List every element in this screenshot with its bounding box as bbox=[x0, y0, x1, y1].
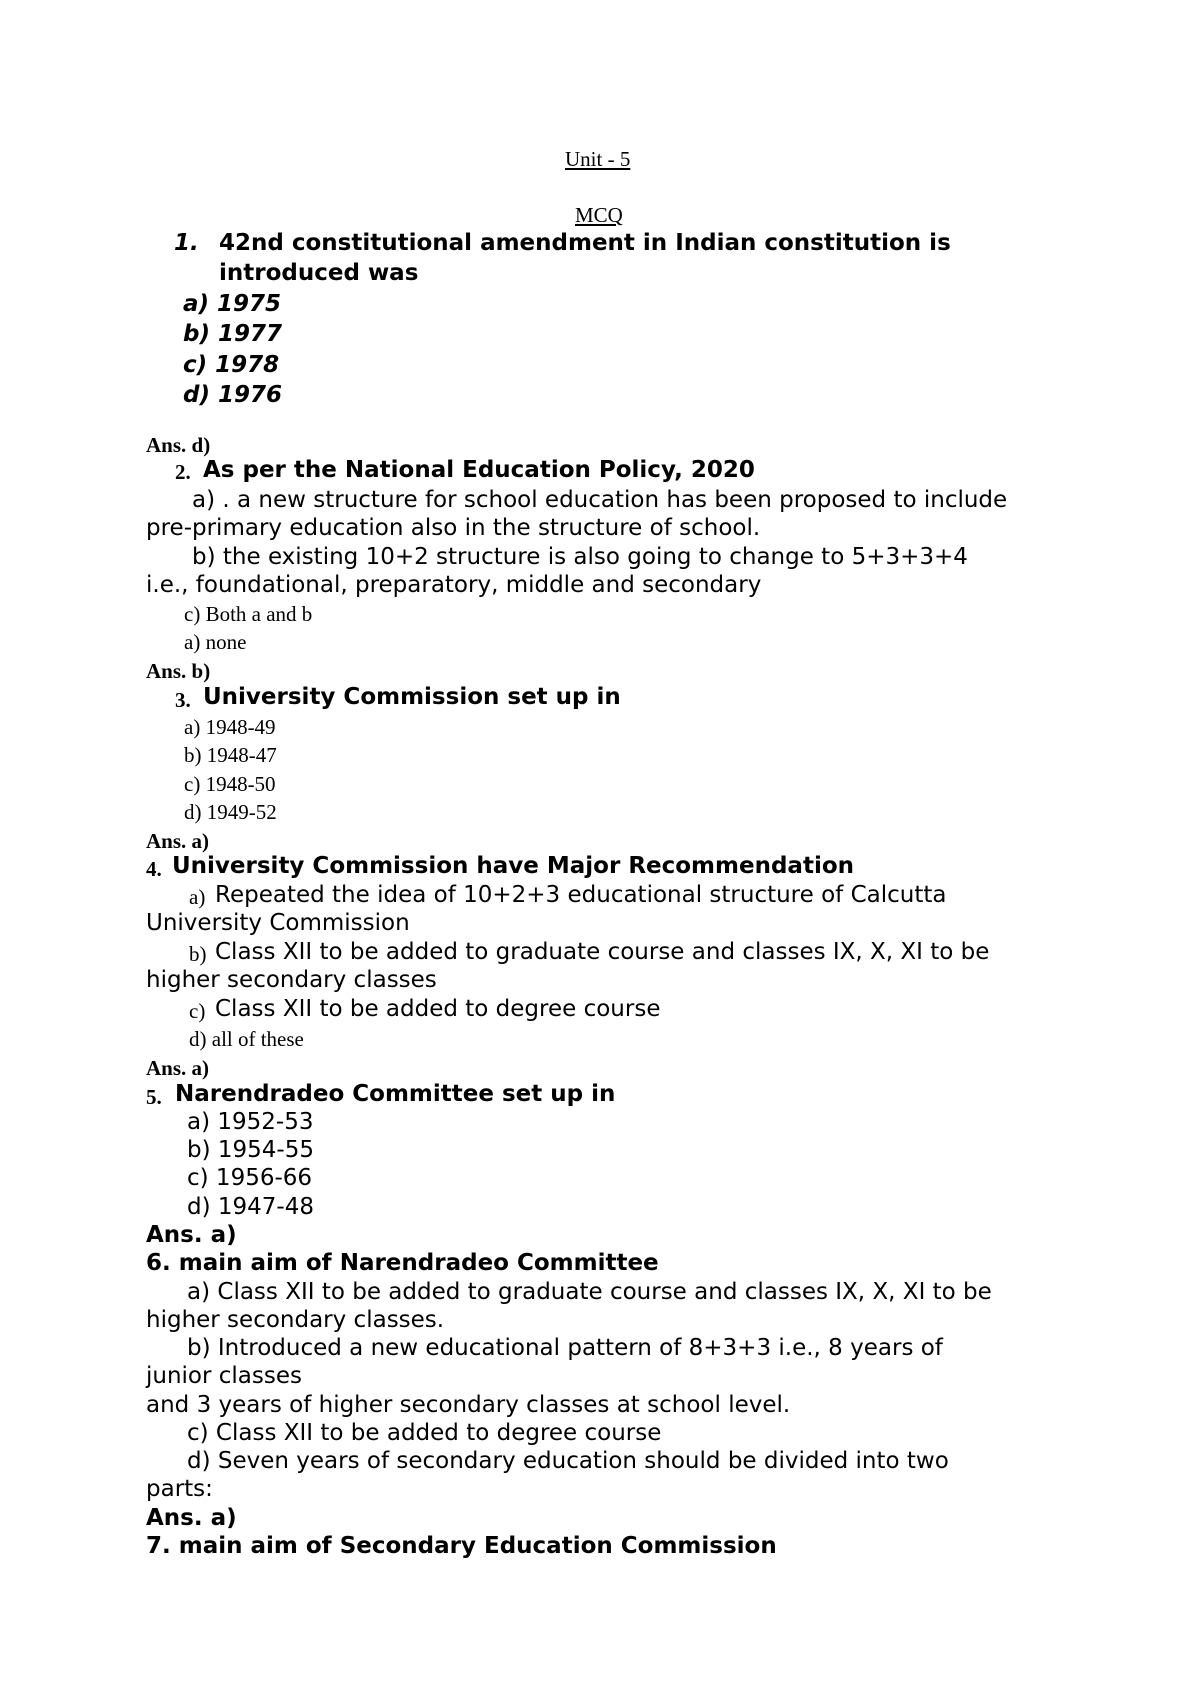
question-4-option-c: Class XII to be added to degree course bbox=[215, 996, 661, 1022]
question-4-option-a-prefix: a) bbox=[189, 885, 206, 909]
question-2-option-a: a) . a new structure for school education has been proposed to include bbox=[192, 487, 1008, 513]
question-4-text: University Commission have Major Recommendation bbox=[172, 853, 855, 879]
question-3-option-c: c) 1948-50 bbox=[184, 772, 276, 796]
question-4-option-b-cont: higher secondary classes bbox=[146, 967, 437, 993]
question-7-text: 7. main aim of Secondary Education Commission bbox=[146, 1533, 777, 1559]
question-2-option-d: a) none bbox=[184, 630, 247, 654]
question-5-number: 5. bbox=[146, 1085, 162, 1109]
question-4-option-a: Repeated the idea of 10+2+3 educational structure of Calcutta bbox=[215, 882, 947, 908]
question-1-number: 1. bbox=[174, 230, 199, 256]
question-6-option-a: a) Class XII to be added to graduate course and classes IX, X, XI to be bbox=[187, 1279, 992, 1305]
question-2-answer: Ans. b) bbox=[146, 659, 211, 683]
question-6-text: 6. main aim of Narendradeo Committee bbox=[146, 1250, 659, 1276]
question-3-option-d: d) 1949-52 bbox=[184, 800, 277, 824]
question-4-number: 4. bbox=[146, 857, 162, 881]
question-2-text: As per the National Education Policy, 2020 bbox=[203, 457, 755, 483]
question-2-number: 2. bbox=[175, 460, 191, 484]
question-4-option-b-prefix: b) bbox=[189, 942, 207, 966]
question-3-option-b: b) 1948-47 bbox=[184, 743, 277, 767]
question-3-option-a: a) 1948-49 bbox=[184, 715, 276, 739]
question-1-option-d: d) 1976 bbox=[183, 382, 282, 408]
question-6-option-d: d) Seven years of secondary education should be divided into two bbox=[187, 1448, 949, 1474]
question-6-option-b: b) Introduced a new educational pattern of 8+3+3 i.e., 8 years of bbox=[187, 1335, 943, 1361]
question-1-text-cont: introduced was bbox=[219, 260, 419, 286]
question-4-option-b: Class XII to be added to graduate course and classes IX, X, XI to be bbox=[215, 939, 990, 965]
question-6-option-c: c) Class XII to be added to degree course bbox=[187, 1420, 662, 1446]
question-2-option-b-cont: i.e., foundational, preparatory, middle and secondary bbox=[146, 572, 762, 598]
unit-title: Unit - 5 bbox=[565, 147, 631, 171]
question-4-option-d: d) all of these bbox=[189, 1027, 304, 1051]
section-title: MCQ bbox=[575, 203, 623, 227]
question-2-option-a-cont: pre-primary education also in the structure of school. bbox=[146, 515, 761, 541]
question-1-option-c: c) 1978 bbox=[183, 352, 280, 378]
question-5-option-a: a) 1952-53 bbox=[187, 1109, 314, 1135]
question-6-option-b-cont: junior classes bbox=[146, 1363, 303, 1389]
question-6-option-b-cont2: and 3 years of higher secondary classes at school level. bbox=[146, 1392, 791, 1418]
question-5-answer: Ans. a) bbox=[146, 1222, 237, 1248]
question-6-option-a-cont: higher secondary classes. bbox=[146, 1307, 445, 1333]
question-1-option-a: a) 1975 bbox=[183, 291, 282, 317]
question-5-text: Narendradeo Committee set up in bbox=[175, 1081, 616, 1107]
question-1-answer: Ans. d) bbox=[146, 433, 211, 457]
question-4-option-c-prefix: c) bbox=[189, 999, 206, 1023]
question-4-answer: Ans. a) bbox=[146, 1056, 210, 1080]
question-4-option-a-cont: University Commission bbox=[146, 910, 410, 936]
question-1-option-b: b) 1977 bbox=[183, 321, 282, 347]
question-5-option-b: b) 1954-55 bbox=[187, 1137, 314, 1163]
question-6-option-d-cont: parts: bbox=[146, 1476, 213, 1502]
question-2-option-c: c) Both a and b bbox=[184, 602, 313, 626]
question-3-number: 3. bbox=[175, 688, 191, 712]
question-5-option-c: c) 1956-66 bbox=[187, 1165, 313, 1191]
question-1-text: 42nd constitutional amendment in Indian constitution is bbox=[219, 230, 951, 256]
question-3-answer: Ans. a) bbox=[146, 829, 210, 853]
question-6-answer: Ans. a) bbox=[146, 1505, 237, 1531]
question-3-text: University Commission set up in bbox=[203, 684, 621, 710]
question-2-option-b: b) the existing 10+2 structure is also going to change to 5+3+3+4 bbox=[192, 544, 968, 570]
question-5-option-d: d) 1947-48 bbox=[187, 1194, 314, 1220]
